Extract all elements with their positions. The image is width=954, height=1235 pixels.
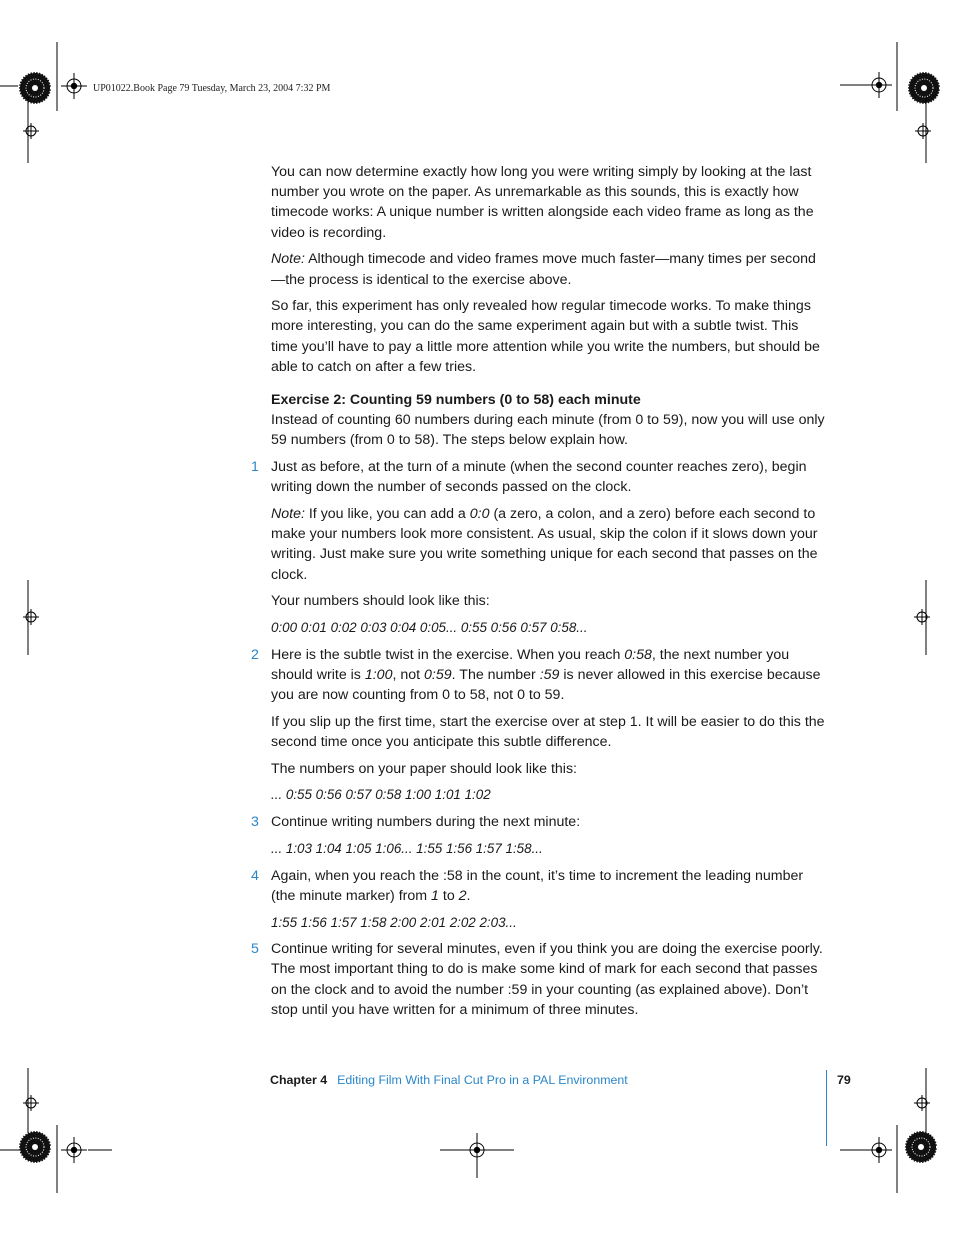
- paragraph: So far, this experiment has only revealed how regular timecode works. To make things more interesting, you can do the same experiment again but with a subtle twist. This time you’ll have to pay a little more attention while you write the numbers, but should be able to catch on after a few tries.: [271, 298, 820, 375]
- step-italic: 0:58: [624, 646, 652, 663]
- chapter-label: Chapter 4: [270, 1073, 328, 1087]
- step-text: to: [438, 887, 459, 904]
- step-2: [251, 645, 827, 706]
- step-text: .: [466, 887, 471, 904]
- numbers-example-2: ... 0:55 0:56 0:57 0:58 1:00 1:01 1:02: [271, 787, 491, 803]
- numbers-example-3: ... 1:03 1:04 1:05 1:06... 1:55 1:56 1:57 1:58...: [271, 840, 543, 856]
- star-target-bottom-right: [905, 1131, 937, 1163]
- registration-mark-top-left: [61, 73, 87, 99]
- footer-divider: [826, 1070, 827, 1146]
- step-italic: 2: [458, 887, 467, 904]
- step-text: , the next number you should write is: [271, 646, 790, 683]
- step-text: Continue writing for several minutes, even if you think you are doing the exercise poorly. The most important thing to do is make some kind of mark for each second that passes on the clock and to avoid the number :59 in your counting (as explained above). Don’t stop until you have written for a minimum of three minutes.: [271, 941, 823, 1018]
- registration-mark-bottom-left: [61, 1137, 87, 1163]
- note-text: (a zero, a colon, and a zero) before each second to make your numbers look more consistent. As usual, skip the colon if it slows down your writing. Just make sure you write something unique for each second that passes on the clock.: [271, 506, 818, 583]
- star-target-top-left: [19, 72, 51, 104]
- registration-mark-bottom-center: [464, 1137, 490, 1163]
- note-label: Note:: [271, 506, 305, 523]
- paragraph: You can now determine exactly how long you were writing simply by looking at the last number you wrote on the paper. As unremarkable as this sounds, this is exactly how timecode works: A unique number is written alongside each video frame as long as the video is recording.: [271, 164, 814, 241]
- note-italic: 0:0: [469, 506, 490, 523]
- step-number: 2: [251, 646, 259, 663]
- page-footer: [270, 1073, 830, 1087]
- paper-intro: The numbers on your paper should look like this:: [271, 760, 577, 777]
- step-italic: :59: [539, 666, 560, 683]
- registration-mark-top-right: [866, 72, 892, 98]
- note-text: Although timecode and video frames move much faster—many times per second—the process is identical to the exercise above.: [271, 251, 816, 288]
- step-number: 1: [251, 459, 259, 476]
- chapter-title: Editing Film With Final Cut Pro in a PAL Environment: [337, 1073, 628, 1087]
- star-target-top-right: [908, 72, 940, 104]
- step-number: 3: [251, 814, 259, 831]
- numbers-example-1: 0:00 0:01 0:02 0:03 0:04 0:05... 0:55 0:56 0:57 0:58...: [271, 620, 588, 636]
- step-4: [251, 866, 827, 906]
- step-italic: 1: [431, 887, 439, 904]
- step-text: Again, when you reach the :58 in the count, it’s time to increment the leading number (the minute marker) from: [271, 867, 804, 904]
- step-text: . The number: [451, 666, 540, 683]
- step-text: Continue writing numbers during the next minute:: [271, 814, 581, 831]
- step-3: [251, 812, 827, 832]
- step-text: , not: [392, 666, 425, 683]
- numbers-example-4: 1:55 1:56 1:57 1:58 2:00 2:01 2:02 2:03...: [271, 914, 517, 930]
- page-number: 79: [837, 1073, 851, 1087]
- note: [271, 504, 827, 585]
- step-italic: 1:00: [364, 666, 393, 683]
- registration-mark-bottom-right: [866, 1137, 892, 1163]
- step-text: Just as before, at the turn of a minute (when the second counter reaches zero), begin writing down the number of seconds passed on the clock.: [271, 459, 807, 496]
- paragraph: If you slip up the first time, start the exercise over at step 1. It will be easier to do this the second time once you anticipate this subtle difference.: [271, 713, 825, 751]
- print-slug: UP01022.Book Page 79 Tuesday, March 23, 2004 7:32 PM: [93, 83, 331, 94]
- note-label: Note:: [271, 251, 305, 268]
- step-1: [251, 457, 827, 497]
- step-text: is never allowed in this exercise because you are now counting from 0 to 58, not 0 to 59.: [271, 666, 821, 704]
- numbers-intro: Your numbers should look like this:: [271, 593, 490, 610]
- step-number: 5: [251, 941, 259, 958]
- step-5: [251, 939, 827, 1020]
- note-text: If you like, you can add a: [304, 506, 470, 523]
- exercise-heading: Exercise 2: Counting 59 numbers (0 to 58) each minute: [271, 392, 641, 409]
- step-number: 4: [251, 867, 259, 884]
- star-target-bottom-left: [19, 1131, 51, 1163]
- step-italic: 0:59: [424, 666, 452, 683]
- step-text: Here is the subtle twist in the exercise. When you reach: [271, 646, 625, 663]
- note: [271, 249, 827, 289]
- exercise-intro: Instead of counting 60 numbers during each minute (from 0 to 59), now you will use only 59 numbers (from 0 to 58). The steps below explain how.: [271, 412, 825, 449]
- page-body: [251, 162, 827, 1027]
